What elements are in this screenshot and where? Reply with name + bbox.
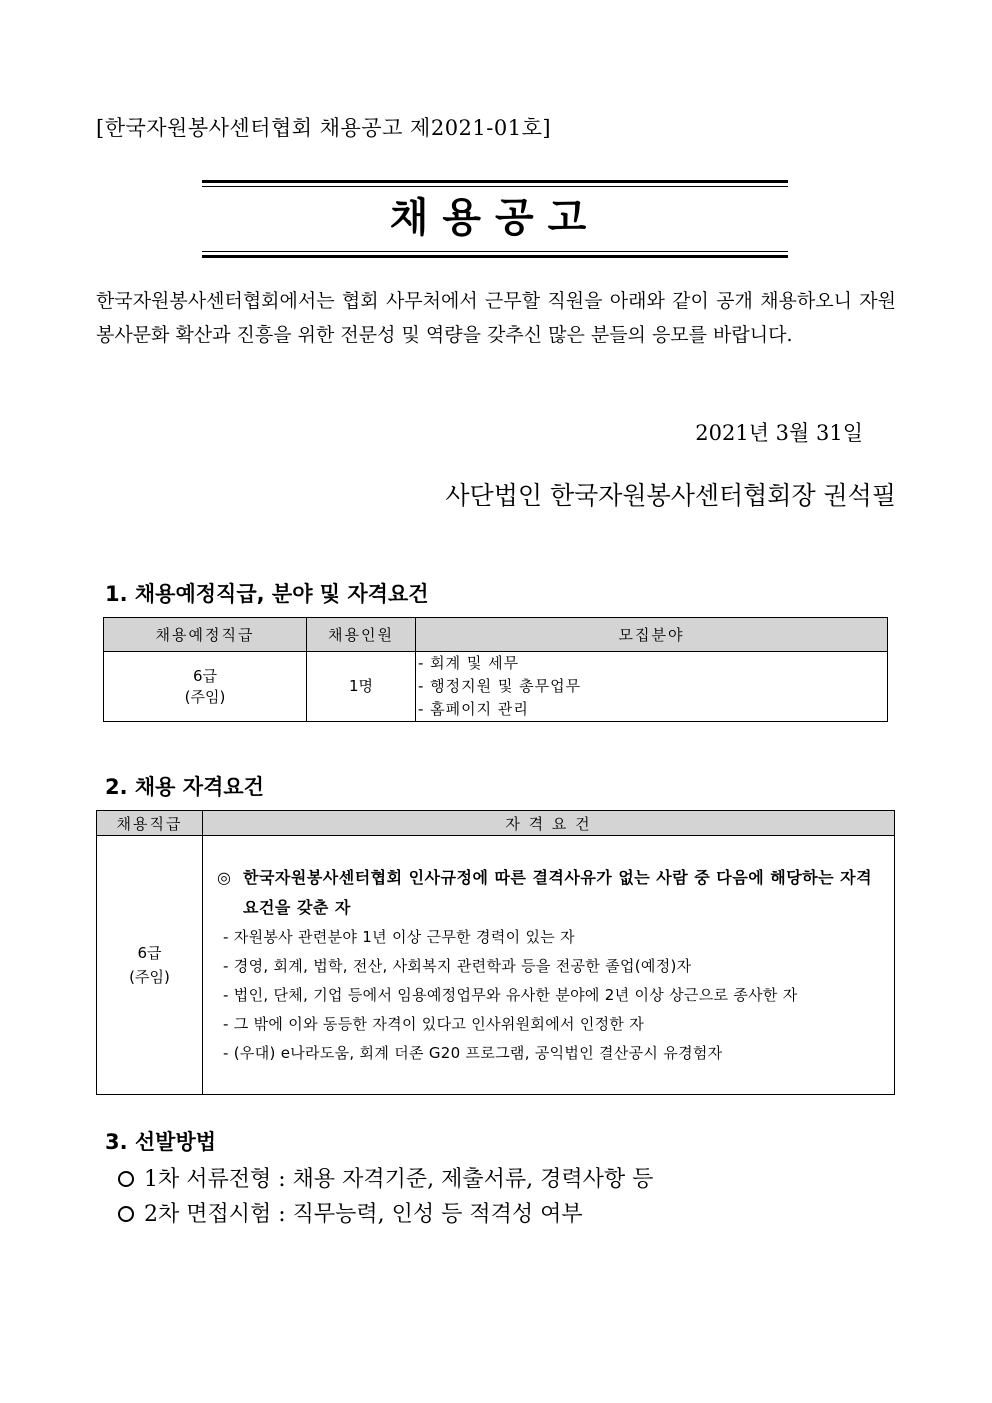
signatory: 사단법인 한국자원봉사센터협회장 권석필 xyxy=(445,481,896,510)
circle-bullet-icon xyxy=(118,1206,134,1222)
requirement-item: - (우대) e나라도움, 회계 더존 G20 프로그램, 공익법인 결산공시 유경험자 xyxy=(223,1043,723,1062)
section2-heading: 2. 채용 자격요건 xyxy=(105,775,264,799)
grade-cell xyxy=(104,652,307,722)
requirement-item: - 경영, 회계, 법학, 전산, 사회복지 관련학과 등을 전공한 졸업(예정)자 xyxy=(223,956,692,975)
requirement-item: - 자원봉사 관련분야 1년 이상 근무한 경력이 있는 자 xyxy=(223,927,575,946)
circle-bullet-icon xyxy=(118,1171,134,1187)
field-item: - 회계 및 세무 xyxy=(418,654,520,672)
header-grade: 채용예정직급 xyxy=(104,618,307,652)
notice-date: 2021년 3월 31일 xyxy=(695,421,863,445)
header-requirements: 자 격 요 건 xyxy=(203,811,895,836)
intro-paragraph xyxy=(96,284,896,352)
selection-method xyxy=(118,1197,583,1228)
notice-number: [한국자원봉사센터협회 채용공고 제2021-01호] xyxy=(96,116,552,140)
table-header-row xyxy=(97,811,895,836)
header-fields: 모집분야 xyxy=(416,618,888,652)
requirement-lead xyxy=(213,863,886,923)
page-title: 채용공고 xyxy=(389,195,601,241)
section3-heading: 3. 선발방법 xyxy=(105,1130,217,1154)
selection-method-text: 2차 면접시험 : 직무능력, 인성 등 적격성 여부 xyxy=(144,1202,583,1227)
grade-cell xyxy=(97,836,203,1095)
requirement-lead-text: 한국자원봉사센터협회 인사규정에 따른 결격사유가 없는 사람 중 다음에 해당하는 자격요건을 갖춘 자 xyxy=(243,867,873,917)
table-header-row xyxy=(104,618,888,652)
table-row xyxy=(97,836,895,1095)
qualification-table xyxy=(96,810,895,1095)
grade-line1: 6급 xyxy=(137,944,162,962)
field-item: - 행정지원 및 총무업무 xyxy=(418,677,582,695)
table-row xyxy=(104,652,888,722)
header-grade: 채용직급 xyxy=(97,811,203,836)
fields-cell xyxy=(416,652,888,722)
count-cell: 1명 xyxy=(307,652,416,722)
header-count: 채용인원 xyxy=(307,618,416,652)
requirement-item: - 그 밖에 이와 동등한 자격이 있다고 인사위원회에서 인정한 자 xyxy=(223,1014,645,1033)
section1-heading: 1. 채용예정직급, 분야 및 자격요건 xyxy=(105,582,429,606)
requirements-cell xyxy=(203,836,895,1095)
requirement-item: - 법인, 단체, 기업 등에서 임용예정업무와 유사한 분야에 2년 이상 상근으로 종사한 자 xyxy=(223,985,798,1004)
position-table xyxy=(103,617,888,722)
title-rule-top-thick xyxy=(202,180,788,183)
title-rule-bottom-thin xyxy=(202,251,788,252)
selection-method xyxy=(118,1162,653,1193)
title-rule-bottom-thick xyxy=(202,255,788,258)
grade-line1: 6급 xyxy=(192,666,218,685)
double-circle-icon: ◎ xyxy=(217,867,232,887)
selection-method-text: 1차 서류전형 : 채용 자격기준, 제출서류, 경력사항 등 xyxy=(144,1167,654,1192)
intro-text: 한국자원봉사센터협회에서는 협회 사무처에서 근무할 직원을 아래와 같이 공개 채용하오니 자원봉사문화 확산과 진흥을 위한 전문성 및 역량을 갖추신 많은 분들의 응모를 바랍니다. xyxy=(96,290,896,346)
field-item: - 홈페이지 관리 xyxy=(418,700,529,718)
grade-line2: (주임) xyxy=(184,687,226,706)
grade-line2: (주임) xyxy=(129,968,170,986)
